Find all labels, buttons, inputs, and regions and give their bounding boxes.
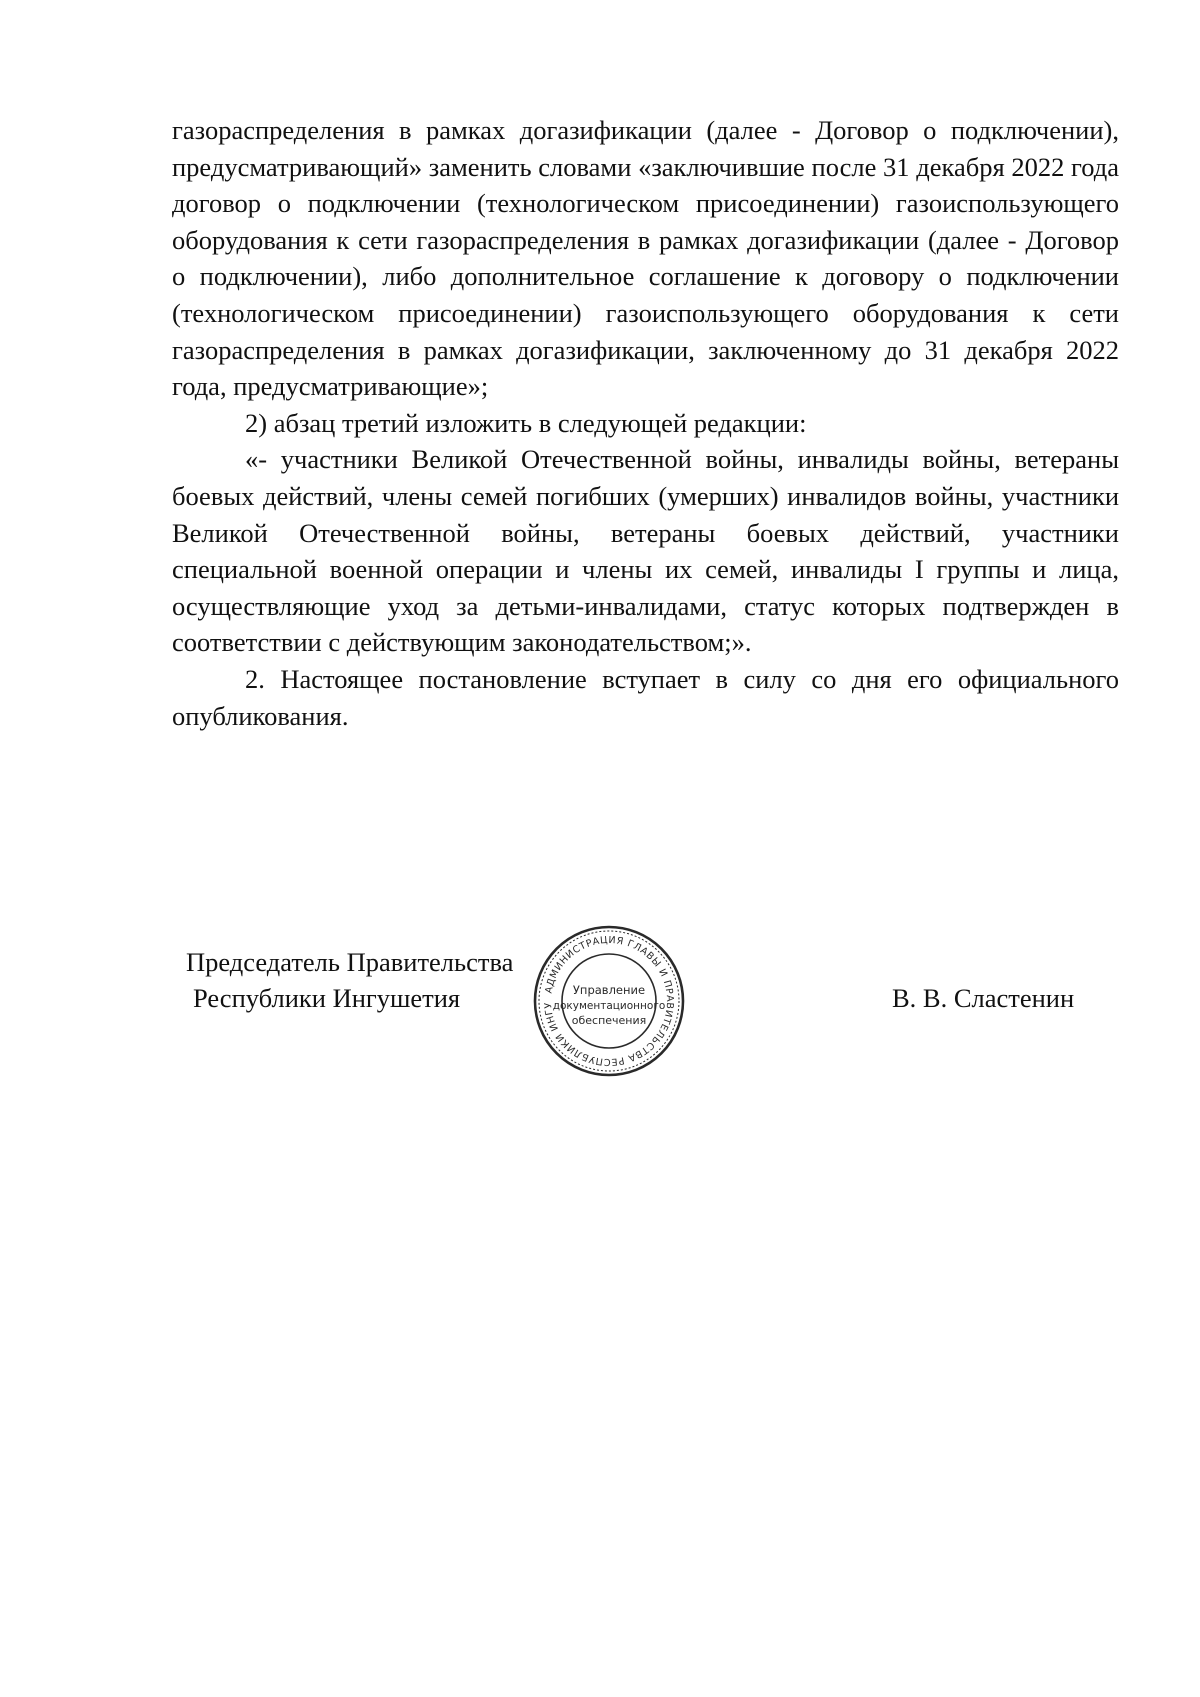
seal-center-line1: Управление [572, 983, 646, 997]
signatory-name: В. В. Сластенин [892, 983, 1075, 1013]
seal-center-line3: обеспечения [571, 1014, 647, 1027]
signatory-title-line1: Председатель Правительства [186, 947, 514, 977]
signatory-title [186, 944, 513, 1016]
document-body [172, 112, 1119, 734]
paragraph-continuation: газораспределения в рамках догазификации (далее - Договор о подключении), предусматривающий» заменить словами «заключившие после 31 декабря 2022 года договор о подключении (технологическом присоединении) газоиспользующего оборудования к сети газораспределения в рамках догазификации (далее - Договор о подключении), либо дополнительное соглашение к договору о подключении (технологическом присоединении) газоиспользующего оборудования к сети газораспределения в рамках догазификации, заключенному до 31 декабря 2022 года, предусматривающие»; [172, 115, 1119, 402]
paragraph-new-wording: «- участники Великой Отечественной войны, инвалиды войны, ветераны боевых действий, члены семей погибших (умерших) инвалидов войны, участники Великой Отечественной войны, ветераны боевых действий, участники специальной военной операции и члены их семей, инвалиды I группы и лица, осуществляющие уход за детьми-инвалидами, статус которых подтвержден в соответствии с действующим законодательством;». [172, 444, 1119, 658]
paragraph-amendment-item: 2) абзац третий изложить в следующей редакции: [245, 407, 807, 438]
signatory-title-line2: Республики Ингушетия [193, 983, 461, 1013]
official-seal-graphic [530, 922, 688, 1080]
official-seal [530, 922, 688, 1080]
seal-center-line2: документационного [552, 1000, 666, 1012]
paragraph-effective-date: 2. Настоящее постановление вступает в силу со дня его официального опубликования. [172, 663, 1119, 731]
seal-ring-text: АДМИНИСТРАЦИЯ ГЛАВЫ И ПРАВИТЕЛЬСТВА РЕСПУБЛИКИ ИНГУ [542, 934, 676, 1068]
